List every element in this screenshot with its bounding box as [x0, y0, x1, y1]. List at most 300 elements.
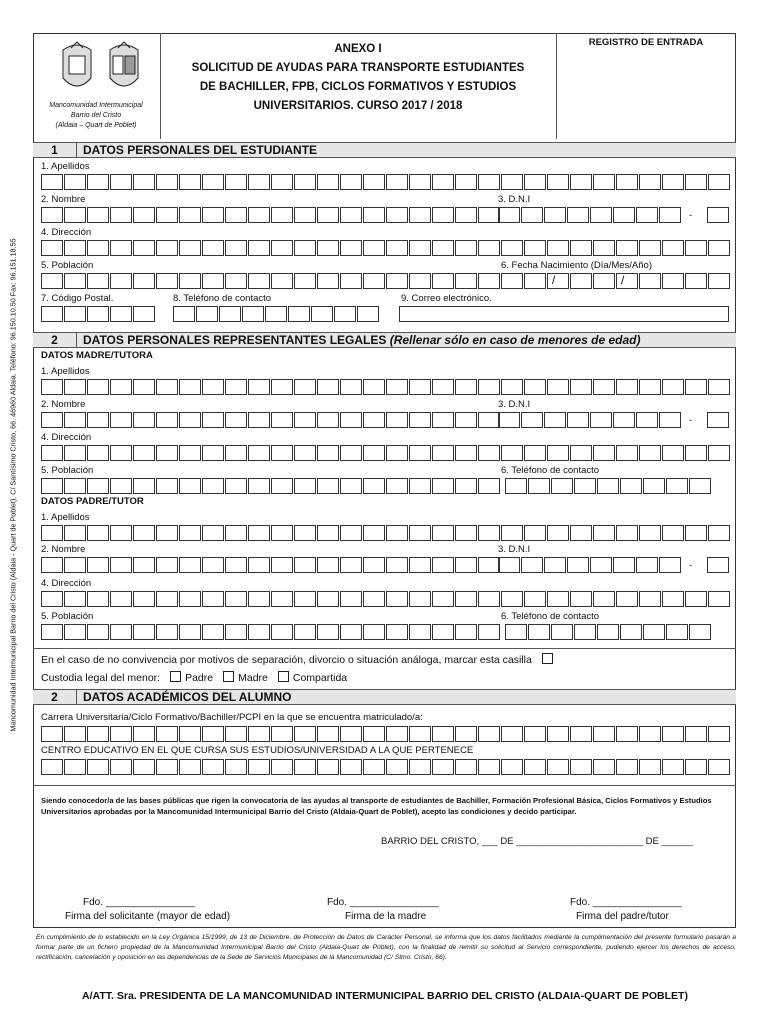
char-box[interactable] — [524, 445, 546, 461]
madre-telefono-field[interactable] — [505, 478, 712, 494]
char-box[interactable] — [524, 591, 546, 607]
char-box[interactable] — [271, 557, 293, 573]
char-box[interactable] — [685, 726, 707, 742]
char-box[interactable] — [156, 240, 178, 256]
char-box[interactable] — [340, 624, 362, 640]
char-box[interactable] — [317, 412, 339, 428]
madre-poblacion-field[interactable] — [41, 478, 501, 494]
char-box[interactable] — [271, 240, 293, 256]
char-box[interactable] — [659, 557, 681, 573]
char-box[interactable] — [501, 240, 523, 256]
char-box[interactable] — [87, 174, 109, 190]
char-box[interactable] — [133, 240, 155, 256]
char-box[interactable] — [87, 525, 109, 541]
char-box[interactable] — [179, 379, 201, 395]
char-box[interactable] — [409, 445, 431, 461]
char-box[interactable] — [41, 174, 63, 190]
char-box[interactable] — [363, 273, 385, 289]
char-box[interactable] — [248, 207, 270, 223]
char-box[interactable] — [432, 240, 454, 256]
char-box[interactable] — [455, 174, 477, 190]
char-box[interactable] — [41, 525, 63, 541]
char-box[interactable] — [708, 726, 730, 742]
char-box[interactable] — [639, 726, 661, 742]
char-box[interactable] — [547, 379, 569, 395]
char-box[interactable] — [501, 759, 523, 775]
char-box[interactable] — [179, 273, 201, 289]
char-box[interactable] — [363, 624, 385, 640]
char-box[interactable] — [409, 525, 431, 541]
char-box[interactable] — [386, 759, 408, 775]
char-box[interactable] — [202, 240, 224, 256]
char-box[interactable] — [593, 240, 615, 256]
char-box[interactable] — [110, 726, 132, 742]
char-box[interactable] — [593, 759, 615, 775]
char-box[interactable] — [179, 591, 201, 607]
char-box[interactable] — [666, 624, 688, 640]
char-box[interactable] — [478, 591, 500, 607]
char-box[interactable] — [662, 273, 684, 289]
char-box[interactable] — [501, 445, 523, 461]
char-box[interactable] — [64, 273, 86, 289]
char-box[interactable] — [225, 591, 247, 607]
padre-dni-field[interactable] — [498, 557, 682, 573]
madre-dni-letter-field[interactable] — [707, 412, 730, 428]
fdo-madre[interactable]: Fdo. ________________ — [327, 897, 439, 908]
char-box[interactable] — [202, 624, 224, 640]
char-box[interactable] — [156, 624, 178, 640]
char-box[interactable] — [613, 412, 635, 428]
char-box[interactable] — [501, 591, 523, 607]
char-box[interactable] — [225, 412, 247, 428]
char-box[interactable] — [636, 207, 658, 223]
apellidos-field[interactable] — [41, 174, 731, 190]
char-box[interactable] — [294, 478, 316, 494]
char-box[interactable] — [685, 174, 707, 190]
char-box[interactable] — [202, 445, 224, 461]
char-box[interactable] — [317, 445, 339, 461]
char-box[interactable] — [202, 591, 224, 607]
char-box[interactable] — [271, 174, 293, 190]
char-box[interactable] — [294, 379, 316, 395]
char-box[interactable] — [620, 478, 642, 494]
char-box[interactable] — [409, 624, 431, 640]
char-box[interactable] — [455, 207, 477, 223]
char-box[interactable] — [363, 174, 385, 190]
char-box[interactable] — [409, 591, 431, 607]
char-box[interactable] — [248, 379, 270, 395]
char-box[interactable] — [597, 624, 619, 640]
char-box[interactable] — [708, 174, 730, 190]
char-box[interactable] — [133, 759, 155, 775]
char-box[interactable] — [317, 525, 339, 541]
char-box[interactable] — [409, 759, 431, 775]
char-box[interactable] — [110, 557, 132, 573]
char-box[interactable] — [478, 624, 500, 640]
char-box[interactable] — [271, 759, 293, 775]
char-box[interactable] — [64, 207, 86, 223]
char-box[interactable] — [133, 273, 155, 289]
char-box[interactable] — [265, 306, 287, 322]
char-box[interactable] — [478, 273, 500, 289]
char-box[interactable] — [294, 591, 316, 607]
char-box[interactable] — [666, 478, 688, 494]
char-box[interactable] — [133, 478, 155, 494]
char-box[interactable] — [386, 412, 408, 428]
char-box[interactable] — [317, 759, 339, 775]
char-box[interactable] — [133, 591, 155, 607]
char-box[interactable] — [498, 557, 520, 573]
char-box[interactable] — [386, 207, 408, 223]
char-box[interactable] — [173, 306, 195, 322]
char-box[interactable] — [340, 240, 362, 256]
char-box[interactable] — [524, 525, 546, 541]
char-box[interactable] — [639, 379, 661, 395]
char-box[interactable] — [219, 306, 241, 322]
char-box[interactable] — [110, 591, 132, 607]
char-box[interactable] — [87, 759, 109, 775]
char-box[interactable] — [179, 525, 201, 541]
char-box[interactable] — [64, 174, 86, 190]
char-box[interactable] — [294, 174, 316, 190]
codigo-postal-field[interactable] — [41, 306, 156, 322]
char-box[interactable] — [64, 240, 86, 256]
char-box[interactable] — [616, 240, 638, 256]
char-box[interactable] — [478, 412, 500, 428]
char-box[interactable] — [156, 174, 178, 190]
char-box[interactable] — [616, 759, 638, 775]
char-box[interactable] — [524, 726, 546, 742]
char-box[interactable] — [455, 624, 477, 640]
char-box[interactable] — [87, 412, 109, 428]
char-box[interactable] — [593, 273, 615, 289]
char-box[interactable] — [271, 445, 293, 461]
char-box[interactable] — [639, 240, 661, 256]
char-box[interactable] — [340, 379, 362, 395]
char-box[interactable] — [524, 379, 546, 395]
char-box[interactable] — [156, 379, 178, 395]
char-box[interactable] — [110, 759, 132, 775]
char-box[interactable] — [294, 624, 316, 640]
char-box[interactable] — [64, 591, 86, 607]
custodia-madre-checkbox[interactable] — [223, 671, 234, 682]
char-box[interactable] — [455, 557, 477, 573]
char-box[interactable] — [547, 240, 569, 256]
char-box[interactable] — [432, 591, 454, 607]
char-box[interactable] — [521, 207, 543, 223]
char-box[interactable] — [570, 273, 592, 289]
char-box[interactable] — [386, 478, 408, 494]
char-box[interactable] — [570, 445, 592, 461]
char-box[interactable] — [570, 525, 592, 541]
char-box[interactable] — [616, 525, 638, 541]
char-box[interactable] — [363, 759, 385, 775]
char-box[interactable] — [225, 525, 247, 541]
char-box[interactable] — [455, 525, 477, 541]
char-box[interactable] — [110, 412, 132, 428]
char-box[interactable] — [156, 412, 178, 428]
char-box[interactable] — [156, 207, 178, 223]
char-box[interactable] — [455, 379, 477, 395]
char-box[interactable] — [547, 174, 569, 190]
char-box[interactable] — [64, 412, 86, 428]
char-box[interactable] — [340, 726, 362, 742]
char-box[interactable] — [41, 207, 63, 223]
char-box[interactable] — [225, 240, 247, 256]
char-box[interactable] — [242, 306, 264, 322]
char-box[interactable] — [685, 273, 707, 289]
char-box[interactable] — [643, 624, 665, 640]
char-box[interactable] — [87, 591, 109, 607]
char-box[interactable] — [363, 557, 385, 573]
char-box[interactable] — [708, 445, 730, 461]
char-box[interactable] — [271, 525, 293, 541]
char-box[interactable] — [501, 379, 523, 395]
char-box[interactable] — [317, 379, 339, 395]
char-box[interactable] — [685, 759, 707, 775]
char-box[interactable] — [432, 412, 454, 428]
char-box[interactable] — [225, 478, 247, 494]
dni-letter-field[interactable] — [707, 207, 730, 223]
char-box[interactable] — [386, 726, 408, 742]
char-box[interactable] — [547, 445, 569, 461]
char-box[interactable] — [110, 240, 132, 256]
char-box[interactable] — [570, 240, 592, 256]
char-box[interactable] — [567, 207, 589, 223]
char-box[interactable] — [271, 412, 293, 428]
char-box[interactable] — [41, 240, 63, 256]
char-box[interactable] — [528, 478, 550, 494]
char-box[interactable] — [317, 624, 339, 640]
char-box[interactable] — [505, 624, 527, 640]
char-box[interactable] — [64, 525, 86, 541]
char-box[interactable] — [179, 624, 201, 640]
char-box[interactable] — [317, 207, 339, 223]
padre-nombre-field[interactable] — [41, 557, 501, 573]
char-box[interactable] — [593, 591, 615, 607]
char-box[interactable] — [551, 624, 573, 640]
char-box[interactable] — [432, 273, 454, 289]
char-box[interactable] — [570, 174, 592, 190]
char-box[interactable] — [110, 174, 132, 190]
char-box[interactable] — [156, 525, 178, 541]
char-box[interactable] — [409, 478, 431, 494]
padre-telefono-field[interactable] — [505, 624, 712, 640]
char-box[interactable] — [662, 726, 684, 742]
char-box[interactable] — [685, 240, 707, 256]
char-box[interactable] — [707, 412, 729, 428]
char-box[interactable] — [597, 478, 619, 494]
char-box[interactable] — [478, 207, 500, 223]
char-box[interactable] — [225, 445, 247, 461]
char-box[interactable] — [87, 273, 109, 289]
char-box[interactable] — [133, 306, 155, 322]
char-box[interactable] — [294, 240, 316, 256]
char-box[interactable] — [524, 273, 546, 289]
centro-field[interactable] — [41, 759, 731, 775]
char-box[interactable] — [248, 174, 270, 190]
char-box[interactable] — [41, 306, 63, 322]
char-box[interactable] — [708, 525, 730, 541]
char-box[interactable] — [432, 207, 454, 223]
char-box[interactable] — [639, 759, 661, 775]
char-box[interactable] — [567, 412, 589, 428]
char-box[interactable] — [248, 525, 270, 541]
char-box[interactable] — [202, 379, 224, 395]
char-box[interactable] — [340, 412, 362, 428]
char-box[interactable] — [386, 624, 408, 640]
char-box[interactable] — [547, 525, 569, 541]
char-box[interactable] — [41, 624, 63, 640]
char-box[interactable] — [616, 379, 638, 395]
char-box[interactable] — [590, 207, 612, 223]
char-box[interactable] — [202, 726, 224, 742]
char-box[interactable] — [662, 759, 684, 775]
char-box[interactable] — [357, 306, 379, 322]
char-box[interactable] — [570, 379, 592, 395]
char-box[interactable] — [616, 445, 638, 461]
char-box[interactable] — [574, 478, 596, 494]
char-box[interactable] — [685, 445, 707, 461]
padre-apellidos-field[interactable] — [41, 525, 731, 541]
char-box[interactable] — [570, 759, 592, 775]
char-box[interactable] — [294, 726, 316, 742]
char-box[interactable] — [613, 557, 635, 573]
char-box[interactable] — [41, 478, 63, 494]
char-box[interactable] — [179, 726, 201, 742]
char-box[interactable] — [179, 759, 201, 775]
char-box[interactable] — [593, 445, 615, 461]
char-box[interactable] — [639, 174, 661, 190]
char-box[interactable] — [708, 591, 730, 607]
char-box[interactable] — [662, 240, 684, 256]
char-box[interactable] — [685, 591, 707, 607]
char-box[interactable] — [363, 478, 385, 494]
char-box[interactable] — [334, 306, 356, 322]
char-box[interactable] — [271, 478, 293, 494]
char-box[interactable] — [340, 478, 362, 494]
char-box[interactable] — [179, 174, 201, 190]
char-box[interactable] — [616, 174, 638, 190]
char-box[interactable] — [340, 207, 362, 223]
char-box[interactable] — [639, 273, 661, 289]
convivencia-checkbox[interactable] — [542, 653, 553, 664]
char-box[interactable] — [478, 240, 500, 256]
char-box[interactable] — [133, 445, 155, 461]
char-box[interactable] — [521, 412, 543, 428]
char-box[interactable] — [501, 525, 523, 541]
char-box[interactable] — [478, 557, 500, 573]
char-box[interactable] — [505, 478, 527, 494]
char-box[interactable] — [524, 759, 546, 775]
char-box[interactable] — [409, 557, 431, 573]
char-box[interactable] — [133, 624, 155, 640]
fdo-solicitante[interactable]: Fdo. ________________ — [83, 897, 195, 908]
char-box[interactable] — [432, 759, 454, 775]
char-box[interactable] — [248, 726, 270, 742]
char-box[interactable] — [478, 478, 500, 494]
char-box[interactable] — [271, 591, 293, 607]
char-box[interactable] — [271, 207, 293, 223]
char-box[interactable] — [110, 379, 132, 395]
char-box[interactable] — [409, 174, 431, 190]
char-box[interactable] — [363, 240, 385, 256]
char-box[interactable] — [386, 240, 408, 256]
char-box[interactable] — [570, 591, 592, 607]
char-box[interactable] — [363, 591, 385, 607]
char-box[interactable] — [432, 478, 454, 494]
char-box[interactable] — [64, 557, 86, 573]
char-box[interactable] — [544, 412, 566, 428]
nombre-field[interactable] — [41, 207, 501, 223]
carrera-field[interactable] — [41, 726, 731, 742]
char-box[interactable] — [294, 207, 316, 223]
char-box[interactable] — [87, 557, 109, 573]
char-box[interactable] — [544, 207, 566, 223]
char-box[interactable] — [156, 591, 178, 607]
char-box[interactable] — [528, 624, 550, 640]
char-box[interactable] — [639, 445, 661, 461]
char-box[interactable] — [524, 174, 546, 190]
char-box[interactable] — [248, 273, 270, 289]
char-box[interactable] — [41, 273, 63, 289]
char-box[interactable] — [317, 726, 339, 742]
char-box[interactable] — [639, 591, 661, 607]
char-box[interactable] — [409, 726, 431, 742]
char-box[interactable] — [64, 759, 86, 775]
direccion-field[interactable] — [41, 240, 731, 256]
char-box[interactable] — [41, 591, 63, 607]
char-box[interactable] — [294, 759, 316, 775]
char-box[interactable] — [662, 525, 684, 541]
char-box[interactable] — [409, 207, 431, 223]
char-box[interactable] — [64, 379, 86, 395]
char-box[interactable] — [501, 726, 523, 742]
char-box[interactable] — [110, 445, 132, 461]
char-box[interactable] — [248, 478, 270, 494]
char-box[interactable] — [432, 445, 454, 461]
char-box[interactable] — [574, 624, 596, 640]
poblacion-field[interactable] — [41, 273, 501, 289]
char-box[interactable] — [386, 174, 408, 190]
char-box[interactable] — [248, 591, 270, 607]
char-box[interactable] — [87, 624, 109, 640]
char-box[interactable] — [156, 478, 178, 494]
char-box[interactable] — [432, 726, 454, 742]
char-box[interactable] — [317, 273, 339, 289]
char-box[interactable] — [271, 379, 293, 395]
char-box[interactable] — [616, 726, 638, 742]
char-box[interactable] — [110, 273, 132, 289]
char-box[interactable] — [409, 379, 431, 395]
char-box[interactable] — [659, 207, 681, 223]
char-box[interactable] — [110, 207, 132, 223]
char-box[interactable] — [386, 591, 408, 607]
char-box[interactable] — [478, 726, 500, 742]
char-box[interactable] — [708, 273, 730, 289]
char-box[interactable] — [225, 379, 247, 395]
char-box[interactable] — [202, 174, 224, 190]
char-box[interactable] — [590, 557, 612, 573]
char-box[interactable] — [179, 240, 201, 256]
char-box[interactable] — [547, 759, 569, 775]
char-box[interactable] — [551, 478, 573, 494]
char-box[interactable] — [501, 174, 523, 190]
char-box[interactable] — [455, 445, 477, 461]
char-box[interactable] — [64, 726, 86, 742]
char-box[interactable] — [225, 273, 247, 289]
char-box[interactable] — [225, 557, 247, 573]
